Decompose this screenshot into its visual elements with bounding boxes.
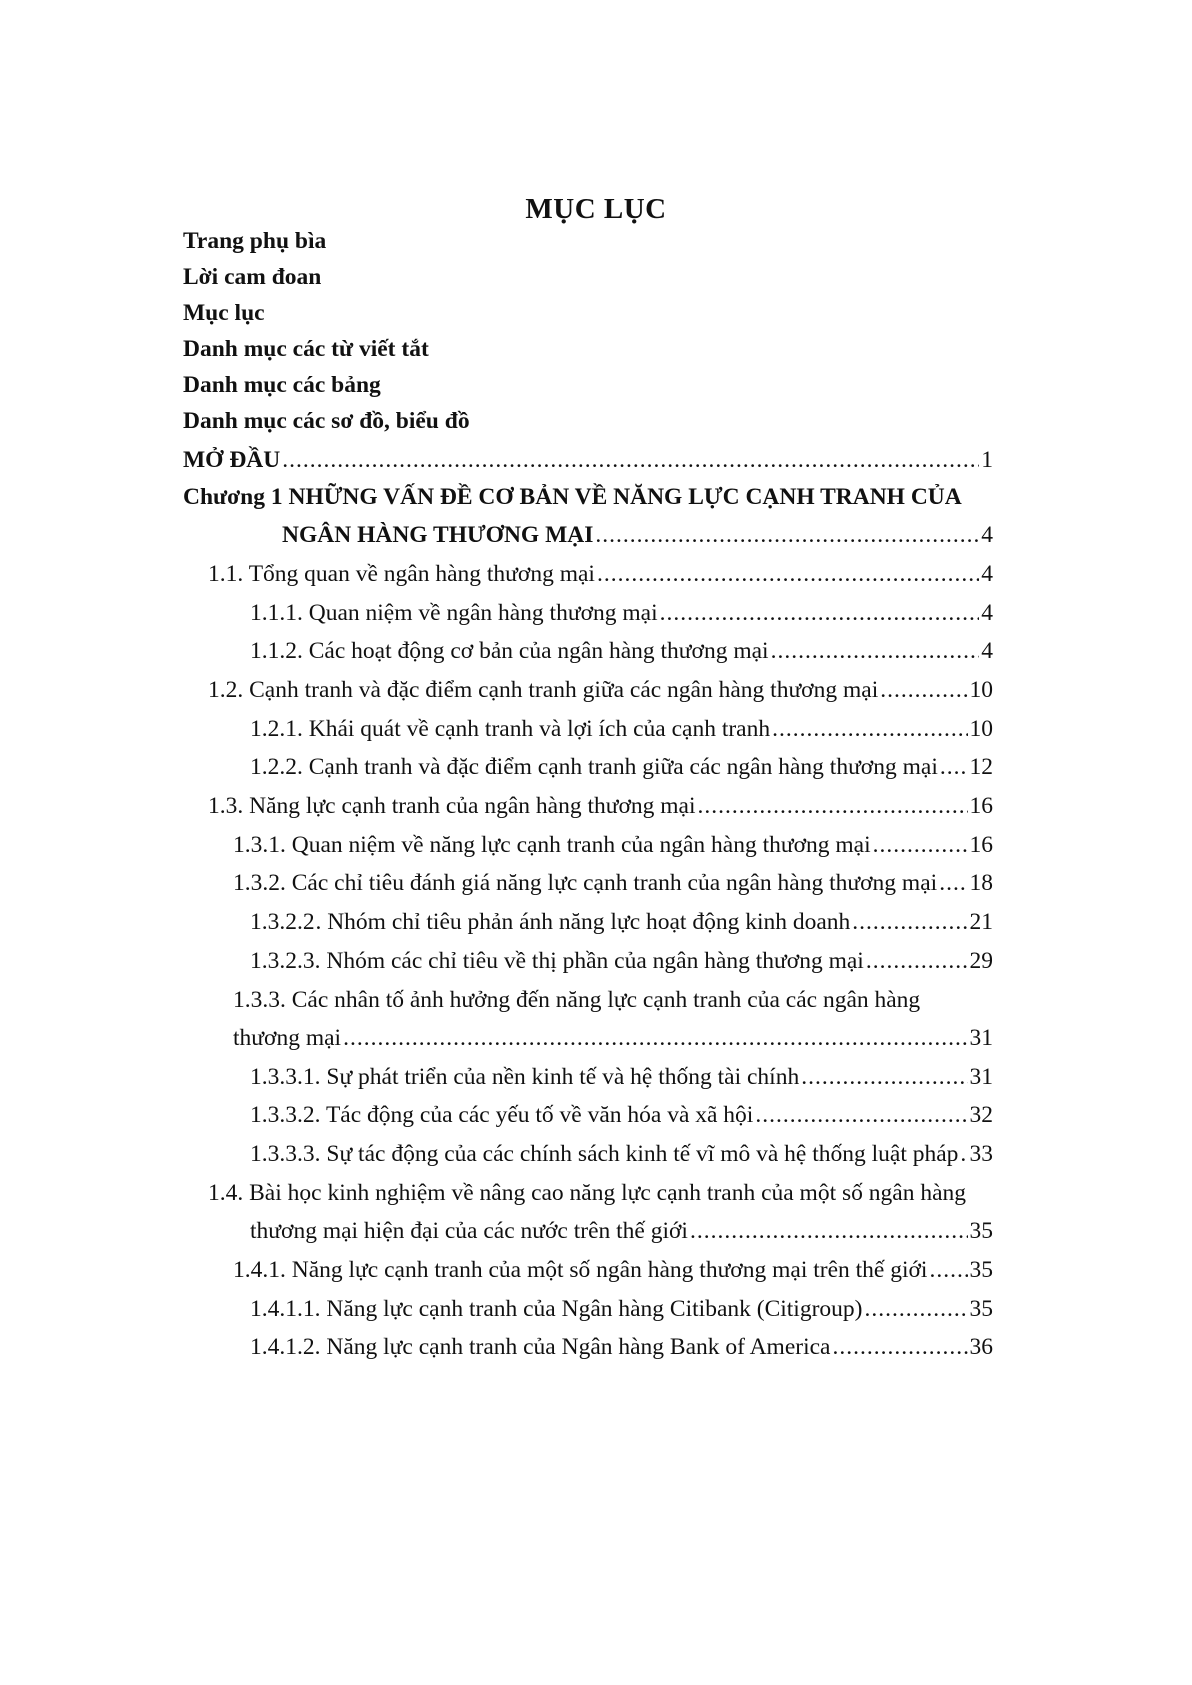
toc-entry-title: 1.2.2. Cạnh tranh và đặc điểm cạnh tranh giữa các ngân hàng thương mại <box>250 754 938 780</box>
dot-leader <box>866 946 968 976</box>
dot-leader <box>771 636 980 666</box>
toc-front-cover: Trang phụ bìa <box>183 228 327 254</box>
dot-leader <box>960 1139 967 1169</box>
toc-entry-page: 4 <box>981 522 993 548</box>
toc-abbreviations: Danh mục các từ viết tắt <box>183 336 429 362</box>
toc-entry-page: 33 <box>969 1141 993 1167</box>
toc-entry-1-2-1[interactable] <box>250 714 993 744</box>
toc-entry-title: 1.3.1. Quan niệm về năng lực cạnh tranh của ngân hàng thương mại <box>233 832 871 858</box>
dot-leader <box>873 830 968 860</box>
toc-entry-1-4[interactable] <box>250 1216 993 1246</box>
toc-entry-1-3[interactable] <box>208 791 993 821</box>
dot-leader <box>929 1255 967 1285</box>
toc-entry-page: 1 <box>981 447 993 473</box>
toc-entry-title: 1.4.1.1. Năng lực cạnh tranh của Ngân hàng Citibank (Citigroup) <box>250 1296 863 1322</box>
toc-1-3-3-line1[interactable]: 1.3.3. Các nhân tố ảnh hưởng đến năng lực cạnh tranh của các ngân hàng <box>233 987 921 1013</box>
page-title: MỤC LỤC <box>525 193 667 225</box>
toc-entry-1-3-2[interactable] <box>233 868 993 898</box>
dot-leader <box>880 675 967 705</box>
toc-entry-page: 18 <box>969 870 993 896</box>
toc-declaration: Lời cam đoan <box>183 264 322 290</box>
toc-entry-page: 10 <box>969 716 993 742</box>
toc-entry-1-1[interactable] <box>208 559 993 589</box>
dot-leader <box>343 1023 967 1053</box>
toc-entry-1-1-1[interactable] <box>250 598 993 628</box>
dot-leader <box>801 1062 967 1092</box>
toc-1-4-line1[interactable]: 1.4. Bài học kinh nghiệm về nâng cao năng lực cạnh tranh của một số ngân hàng <box>208 1180 967 1206</box>
toc-entry-page: 29 <box>969 948 993 974</box>
dot-leader <box>595 520 979 550</box>
dot-leader <box>755 1100 967 1130</box>
toc-entry-title: 1.2.1. Khái quát về cạnh tranh và lợi ích của cạnh tranh <box>250 716 771 742</box>
toc-entry-title: 1.3.3.1. Sự phát triển của nền kinh tế và hệ thống tài chính <box>250 1064 800 1090</box>
dot-leader <box>772 714 967 744</box>
toc-entry-introduction[interactable] <box>183 445 993 475</box>
dot-leader <box>939 868 967 898</box>
toc-chapter1-line2: NGÂN HÀNG THƯƠNG MẠI <box>282 522 594 548</box>
toc-entry-title: 1.1.1. Quan niệm về ngân hàng thương mại <box>250 600 658 626</box>
dot-leader <box>940 752 968 782</box>
toc-entry-1-3-3-2[interactable] <box>250 1100 993 1130</box>
toc-entry-page: 21 <box>969 909 993 935</box>
toc-entry-title: MỞ ĐẦU <box>183 447 281 473</box>
toc-entry-title: 1.1. Tổng quan về ngân hàng thương mại <box>208 561 595 587</box>
toc-entry-page: 32 <box>969 1102 993 1128</box>
toc-entry-1-4-1[interactable] <box>233 1255 993 1285</box>
dot-leader <box>282 445 979 475</box>
toc-entry-page: 10 <box>969 677 993 703</box>
dot-leader <box>698 791 968 821</box>
dot-leader <box>852 907 967 937</box>
toc-entry-1-2-2[interactable] <box>250 752 993 782</box>
toc-entry-page: 31 <box>969 1025 993 1051</box>
toc-chapter1-line1[interactable]: Chương 1 NHỮNG VẤN ĐỀ CƠ BẢN VỀ NĂNG LỰC CẠNH TRANH CỦA <box>183 484 962 510</box>
dot-leader <box>690 1216 968 1246</box>
toc-entry-title: 1.4.1.2. Năng lực cạnh tranh của Ngân hàng Bank of America <box>250 1334 831 1360</box>
toc-contents: Mục lục <box>183 300 265 326</box>
toc-entry-1-3-3[interactable] <box>233 1023 993 1053</box>
toc-entry-1-1-2[interactable] <box>250 636 993 666</box>
toc-entry-title: 1.2. Cạnh tranh và đặc điểm cạnh tranh giữa các ngân hàng thương mại <box>208 677 879 703</box>
toc-entry-1-4-1-2[interactable] <box>250 1332 993 1362</box>
toc-entry-title: 1.3.3.2. Tác động của các yếu tố về văn hóa và xã hội <box>250 1102 754 1128</box>
dot-leader <box>597 559 979 589</box>
toc-entry-page: 16 <box>969 793 993 819</box>
toc-entry-1-3-1[interactable] <box>233 830 993 860</box>
dot-leader <box>660 598 980 628</box>
toc-entry-number: 1.3.2.2 <box>250 909 315 935</box>
toc-entry-page: 36 <box>969 1334 993 1360</box>
toc-entry-title: 1.1.2. Các hoạt động cơ bản của ngân hàng thương mại <box>250 638 769 664</box>
dot-leader <box>865 1294 968 1324</box>
toc-entry-page: 35 <box>969 1218 993 1244</box>
toc-entry-1-3-3-3[interactable] <box>250 1139 993 1169</box>
toc-entry-title: 1.3. Năng lực cạnh tranh của ngân hàng thương mại <box>208 793 696 819</box>
toc-entry-title: thương mại <box>233 1025 342 1051</box>
toc-tables-list: Danh mục các bảng <box>183 372 381 398</box>
toc-entry-page: 35 <box>969 1257 993 1283</box>
toc-entry-title: 1.4.1. Năng lực cạnh tranh của một số ngân hàng thương mại trên thế giới <box>233 1257 928 1283</box>
toc-entry-title: . Nhóm chỉ tiêu phản ánh năng lực hoạt động kinh doanh <box>315 909 851 935</box>
toc-entry-1-4-1-1[interactable] <box>250 1294 993 1324</box>
toc-entry-page: 16 <box>969 832 993 858</box>
toc-entry-1-3-3-1[interactable] <box>250 1062 993 1092</box>
toc-entry-page: 12 <box>969 754 993 780</box>
toc-entry-page: 4 <box>981 600 993 626</box>
toc-entry-title: thương mại hiện đại của các nước trên thế giới <box>250 1218 688 1244</box>
toc-entry-chapter1[interactable] <box>282 520 993 550</box>
toc-entry-page: 35 <box>969 1296 993 1322</box>
toc-entry-page: 4 <box>981 638 993 664</box>
dot-leader <box>832 1332 967 1362</box>
toc-entry-page: 4 <box>981 561 993 587</box>
toc-entry-title: 1.3.3.3. Sự tác động của các chính sách kinh tế vĩ mô và hệ thống luật pháp <box>250 1141 959 1167</box>
toc-charts-list: Danh mục các sơ đồ, biểu đồ <box>183 408 470 434</box>
toc-entry-title: 1.3.2.3. Nhóm các chỉ tiêu về thị phần của ngân hàng thương mại <box>250 948 864 974</box>
toc-entry-1-3-2-2[interactable] <box>250 907 993 937</box>
toc-entry-title: 1.3.2. Các chỉ tiêu đánh giá năng lực cạnh tranh của ngân hàng thương mại <box>233 870 938 896</box>
toc-entry-page: 31 <box>969 1064 993 1090</box>
toc-entry-1-2[interactable] <box>208 675 993 705</box>
toc-entry-1-3-2-3[interactable] <box>250 946 993 976</box>
